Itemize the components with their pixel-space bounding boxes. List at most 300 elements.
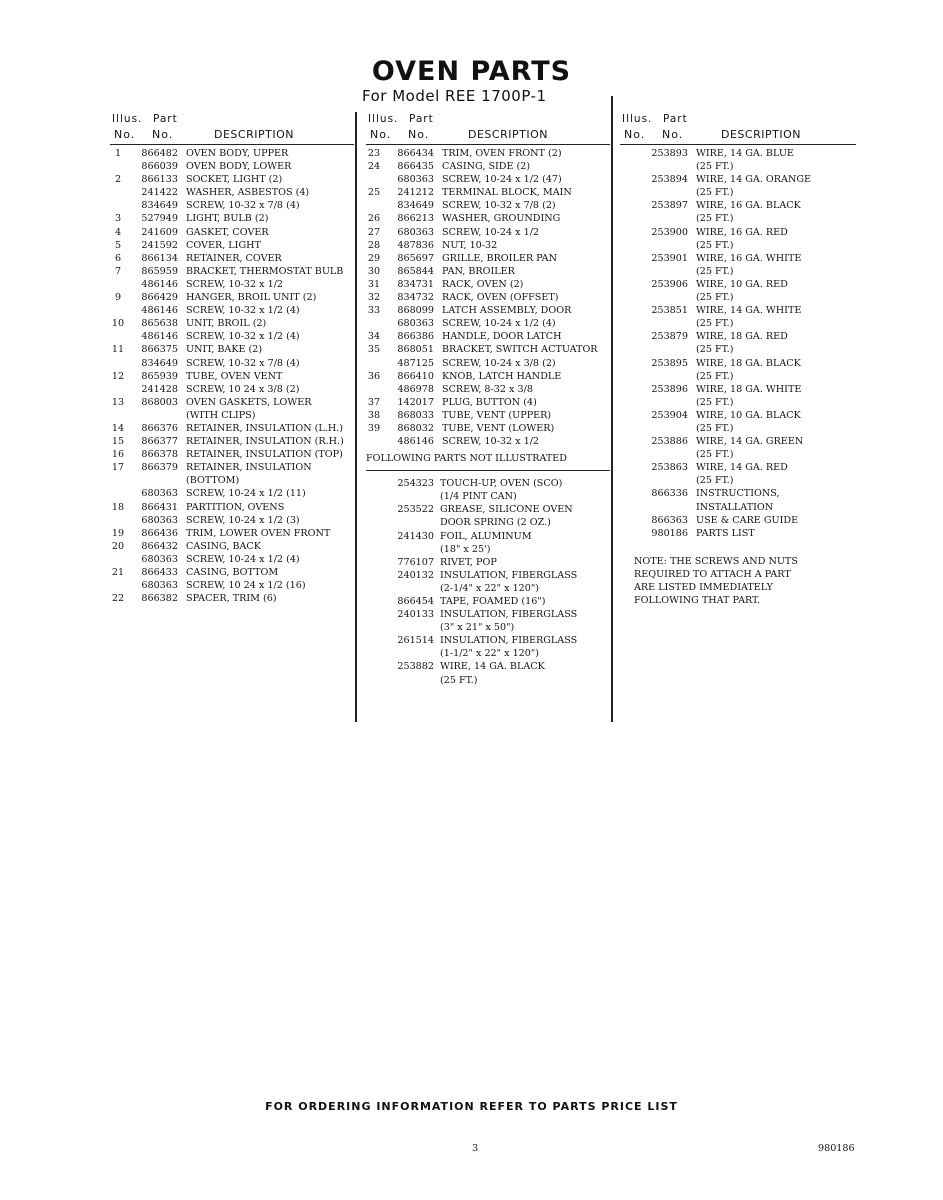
part-description: SPACER, TRIM (6) [186, 593, 277, 605]
part-number: 253896 [651, 383, 688, 395]
part-description: (25 FT.) [696, 475, 734, 487]
table-row [366, 160, 610, 173]
part-description: SCREW, 10-24 x 1/2 (4) [442, 318, 556, 330]
illus-no-label: No. [370, 128, 392, 141]
table-row [620, 147, 856, 160]
part-description: SCREW, 10-32 x 1/2 [442, 436, 540, 448]
part-description: GREASE, SILICONE OVEN [440, 504, 573, 516]
part-number: 866213 [397, 213, 434, 225]
illus-number: 15 [111, 436, 125, 448]
part-number: 487125 [397, 357, 434, 369]
part-number: 680363 [397, 174, 434, 186]
part-description: SCREW, 10-32 x 7/8 (2) [442, 200, 556, 212]
part-number: 866436 [141, 527, 178, 539]
part-description: DOOR SPRING (2 OZ.) [440, 517, 551, 529]
document-number: 980186 [818, 1143, 855, 1154]
part-description: OVEN BODY, UPPER [186, 148, 289, 159]
table-row [110, 291, 354, 304]
part-number: 866375 [141, 344, 178, 356]
part-description: CASING, BACK [186, 540, 261, 552]
parts-column-3 [620, 113, 856, 540]
part-description: WASHER, GROUNDING [442, 213, 561, 225]
illus-number: 25 [367, 187, 381, 199]
illus-number: 2 [114, 174, 122, 186]
table-row [110, 317, 354, 330]
illus-number: 31 [367, 278, 381, 290]
table-row [620, 527, 856, 540]
table-row [366, 147, 610, 160]
part-description: SCREW, 10-24 x 1/2 (4) [186, 553, 300, 565]
part-description: TAPE, FOAMED (16") [440, 596, 546, 607]
table-row [366, 647, 610, 660]
part-number: 866386 [397, 331, 434, 343]
table-row [620, 501, 856, 514]
illus-number: 26 [367, 213, 381, 225]
table-row [366, 357, 610, 370]
part-no-label: No. [408, 128, 430, 141]
table-row [620, 265, 856, 278]
illus-number: 1 [114, 148, 122, 159]
part-description: WIRE, 16 GA. BLACK [696, 200, 801, 212]
part-number: 866039 [141, 161, 178, 173]
part-number: 241592 [141, 239, 178, 251]
part-description: INSULATION, FIBERGLASS [440, 635, 578, 647]
table-row [620, 317, 856, 330]
part-number: 680363 [141, 553, 178, 565]
part-description: UNIT, BROIL (2) [186, 318, 267, 330]
part-description: (25 FT.) [696, 239, 734, 251]
part-number: 253522 [397, 504, 434, 516]
part-description: (25 FT.) [440, 674, 478, 686]
part-description: TUBE, OVEN VENT [186, 370, 283, 382]
table-row [110, 212, 354, 225]
model-subtitle: For Model REE 1700P-1 [362, 87, 547, 105]
part-description: BRACKET, THERMOSTAT BULB [186, 265, 344, 277]
part-number: 866376 [141, 422, 178, 434]
part-description: WIRE, 18 GA. BLACK [696, 357, 801, 369]
table-row [620, 409, 856, 422]
part-number: 866133 [141, 174, 178, 186]
part-number: 834732 [397, 292, 434, 304]
table-row [366, 199, 610, 212]
illus-number: 32 [367, 292, 381, 304]
part-number: 834649 [397, 200, 434, 212]
part-description: LATCH ASSEMBLY, DOOR [442, 305, 572, 317]
part-number: 866377 [141, 436, 178, 448]
illus-number: 7 [114, 265, 122, 277]
part-number: 866435 [397, 161, 434, 173]
illus-number: 38 [367, 409, 381, 421]
part-number: 486978 [397, 383, 434, 395]
part-number: 680363 [141, 514, 178, 526]
part-number: 253904 [651, 409, 688, 421]
description-label: DESCRIPTION [214, 128, 294, 141]
part-label: Part [409, 113, 434, 125]
part-description: CASING, SIDE (2) [442, 161, 531, 173]
table-row [620, 186, 856, 199]
part-description: HANDLE, DOOR LATCH [442, 331, 562, 343]
part-number: 866431 [141, 501, 178, 513]
part-description: HANGER, BROIL UNIT (2) [186, 292, 317, 304]
part-description: SCREW, 10-24 x 1/2 [442, 226, 540, 238]
part-number: 834649 [141, 200, 178, 212]
part-description: INSTALLATION [696, 501, 774, 513]
part-number: 253901 [651, 252, 688, 264]
part-number: 865959 [141, 265, 178, 277]
part-number: 866433 [141, 567, 178, 578]
illus-number: 36 [367, 370, 381, 382]
part-description: (WITH CLIPS) [186, 409, 256, 421]
table-row [620, 487, 856, 500]
part-number: 868099 [397, 305, 434, 317]
part-description: WIRE, 16 GA. WHITE [696, 252, 802, 264]
part-description: (3" x 21" x 50") [440, 622, 515, 634]
part-description: CASING, BOTTOM [186, 567, 279, 578]
table-row [620, 357, 856, 370]
illus-number: 29 [367, 252, 381, 264]
part-number: 254323 [397, 478, 434, 490]
parts-column-2 [366, 113, 610, 687]
part-description: INSULATION, FIBERGLASS [440, 609, 578, 621]
illus-number: 3 [114, 213, 122, 225]
table-row [620, 422, 856, 435]
part-number: 680363 [397, 318, 434, 330]
table-row [366, 674, 610, 687]
table-row [620, 239, 856, 252]
table-row [110, 487, 354, 500]
part-description: (25 FT.) [696, 187, 734, 199]
parts-list [620, 147, 856, 540]
table-row [620, 461, 856, 474]
part-description: SCREW, 10-24 x 1/2 (47) [442, 174, 562, 186]
table-row [366, 422, 610, 435]
part-description: PLUG, BUTTON (4) [442, 396, 537, 408]
table-row [366, 239, 610, 252]
part-description: (25 FT.) [696, 265, 734, 277]
part-description: WIRE, 14 GA. WHITE [696, 305, 802, 317]
table-row [110, 435, 354, 448]
note-line: REQUIRED TO ATTACH A PART [634, 569, 791, 580]
part-number: 866482 [141, 148, 178, 159]
table-row [620, 330, 856, 343]
part-description: TRIM, OVEN FRONT (2) [442, 148, 562, 159]
part-number: 866454 [397, 596, 434, 607]
description-label: DESCRIPTION [721, 128, 801, 141]
part-description: WIRE, 14 GA. BLACK [440, 661, 545, 673]
table-row [110, 357, 354, 370]
part-description: (25 FT.) [696, 292, 734, 304]
table-row [366, 477, 610, 490]
part-description: (18" x 25') [440, 543, 491, 555]
part-description: (25 FT.) [696, 449, 734, 461]
part-description: WIRE, 10 GA. RED [696, 278, 788, 290]
table-row [366, 435, 610, 448]
table-row [366, 370, 610, 383]
part-description: RETAINER, INSULATION [186, 462, 312, 474]
part-number: 486146 [141, 278, 178, 290]
illus-number: 39 [367, 422, 381, 434]
part-number: 487836 [397, 239, 434, 251]
table-row [620, 160, 856, 173]
table-row [366, 330, 610, 343]
table-row [366, 595, 610, 608]
part-description: WIRE, 14 GA. GREEN [696, 436, 804, 448]
part-description: SCREW, 10-32 x 7/8 (4) [186, 357, 300, 369]
table-row [110, 370, 354, 383]
table-row [620, 474, 856, 487]
part-number: 868033 [397, 409, 434, 421]
part-description: SCREW, 10 24 x 1/2 (16) [186, 580, 306, 592]
table-row [366, 278, 610, 291]
part-description: SCREW, 10-32 x 1/2 (4) [186, 305, 300, 317]
part-number: 241430 [397, 530, 434, 542]
part-number: 680363 [141, 488, 178, 500]
part-description: NUT, 10-32 [442, 239, 498, 251]
illus-no-label: No. [624, 128, 646, 141]
part-description: (1-1/2" x 22" x 120") [440, 648, 540, 660]
table-row [110, 239, 354, 252]
part-description: PAN, BROILER [442, 265, 515, 277]
part-description: SCREW, 10-24 x 1/2 (3) [186, 514, 300, 526]
part-number: 866429 [141, 292, 178, 304]
part-number: 253906 [651, 278, 688, 290]
part-description: RETAINER, COVER [186, 252, 282, 264]
screws-note [634, 555, 798, 607]
part-description: GRILLE, BROILER PAN [442, 252, 557, 264]
illus-label: Illus. [622, 113, 653, 125]
table-row [110, 396, 354, 409]
part-description: WIRE, 18 GA. RED [696, 331, 788, 343]
part-description: TERMINAL BLOCK, MAIN [442, 187, 572, 199]
part-description: SCREW, 10 24 x 3/8 (2) [186, 383, 300, 395]
part-description: SCREW, 10-32 x 1/2 (4) [186, 331, 300, 343]
table-row [110, 553, 354, 566]
part-number: 241428 [141, 383, 178, 395]
table-row [110, 252, 354, 265]
table-row [366, 226, 610, 239]
part-description: SCREW, 10-32 x 7/8 (4) [186, 200, 300, 212]
table-row [366, 543, 610, 556]
illus-number: 16 [111, 449, 125, 461]
table-row [110, 226, 354, 239]
illus-number: 10 [111, 318, 125, 330]
illus-number: 14 [111, 422, 125, 434]
part-number: 253897 [651, 200, 688, 212]
table-row [366, 530, 610, 543]
part-description: LIGHT, BULB (2) [186, 213, 269, 225]
description-label: DESCRIPTION [468, 128, 548, 141]
ordering-footer: FOR ORDERING INFORMATION REFER TO PARTS PRICE LIST [265, 1100, 678, 1113]
part-number: 868051 [397, 344, 434, 356]
part-description: (25 FT.) [696, 422, 734, 434]
part-description: SCREW, 10-24 x 1/2 (11) [186, 488, 306, 500]
table-row [110, 304, 354, 317]
illus-number: 30 [367, 265, 381, 277]
table-row [620, 278, 856, 291]
table-row [110, 579, 354, 592]
part-number: 776107 [397, 556, 434, 568]
illus-number: 18 [111, 501, 125, 513]
illus-number: 4 [114, 226, 122, 238]
table-row [366, 582, 610, 595]
part-label: Part [153, 113, 178, 125]
table-row [620, 212, 856, 225]
part-description: (2-1/4" x 22" x 120") [440, 582, 540, 594]
table-row [110, 147, 354, 160]
part-number: 866134 [141, 252, 178, 264]
table-row [366, 608, 610, 621]
part-description: TRIM, LOWER OVEN FRONT [186, 527, 331, 539]
part-number: 865697 [397, 252, 434, 264]
table-row [620, 304, 856, 317]
illus-number: 24 [367, 161, 381, 173]
part-number: 261514 [397, 635, 434, 647]
illus-number: 34 [367, 331, 381, 343]
part-description: RACK, OVEN (2) [442, 278, 524, 290]
table-row [366, 409, 610, 422]
table-row [110, 566, 354, 579]
not-illustrated-list [366, 477, 610, 687]
part-number: 866432 [141, 540, 178, 552]
table-row [366, 621, 610, 634]
illus-number: 23 [367, 148, 381, 159]
table-row [110, 514, 354, 527]
note-line: NOTE: THE SCREWS AND NUTS [634, 556, 798, 567]
column-header [620, 113, 856, 147]
part-description: (BOTTOM) [186, 475, 240, 487]
table-row [110, 199, 354, 212]
part-number: 834649 [141, 357, 178, 369]
part-number: 866410 [397, 370, 434, 382]
part-label: Part [663, 113, 688, 125]
part-number: 866434 [397, 148, 434, 159]
illus-label: Illus. [368, 113, 399, 125]
table-row [110, 330, 354, 343]
table-row [620, 383, 856, 396]
part-description: INSTRUCTIONS, [696, 488, 780, 500]
part-number: 241212 [397, 187, 434, 199]
part-description: FOIL, ALUMINUM [440, 530, 532, 542]
table-row [366, 343, 610, 356]
illus-number: 19 [111, 527, 125, 539]
part-description: (25 FT.) [696, 213, 734, 225]
table-row [110, 278, 354, 291]
part-description: BRACKET, SWITCH ACTUATOR [442, 344, 598, 356]
table-row [110, 461, 354, 474]
table-row [110, 422, 354, 435]
table-row [620, 252, 856, 265]
table-row [366, 212, 610, 225]
part-description: RETAINER, INSULATION (TOP) [186, 449, 343, 461]
part-number: 868003 [141, 396, 178, 408]
table-row [110, 186, 354, 199]
part-number: 680363 [141, 580, 178, 592]
part-number: 253895 [651, 357, 688, 369]
table-row [366, 317, 610, 330]
part-description: RETAINER, INSULATION (R.H.) [186, 436, 344, 448]
part-description: USE & CARE GUIDE [696, 514, 799, 526]
page-title: OVEN PARTS [371, 56, 572, 87]
part-number: 253893 [651, 148, 688, 159]
table-row [110, 265, 354, 278]
not-illustrated-heading: FOLLOWING PARTS NOT ILLUSTRATED [366, 452, 610, 471]
part-description: RIVET, POP [440, 556, 497, 568]
part-description: PARTITION, OVENS [186, 501, 285, 513]
part-description: OVEN GASKETS, LOWER [186, 396, 312, 408]
part-number: 253882 [397, 661, 434, 673]
part-number: 486146 [397, 436, 434, 448]
part-number: 834731 [397, 278, 434, 290]
part-description: (25 FT.) [696, 318, 734, 330]
illus-number: 5 [114, 239, 122, 251]
part-description: OVEN BODY, LOWER [186, 161, 292, 173]
illus-number: 37 [367, 396, 381, 408]
table-row [110, 527, 354, 540]
part-no-label: No. [662, 128, 684, 141]
part-number: 680363 [397, 226, 434, 238]
part-number: 253863 [651, 462, 688, 474]
part-description: COVER, LIGHT [186, 239, 261, 251]
part-description: (25 FT.) [696, 396, 734, 408]
table-row [110, 343, 354, 356]
table-row [366, 569, 610, 582]
part-number: 866336 [651, 488, 688, 500]
part-description: SCREW, 8-32 x 3/8 [442, 383, 533, 395]
table-row [366, 490, 610, 503]
part-description: SCREW, 10-32 x 1/2 [186, 278, 284, 290]
part-description: PARTS LIST [696, 527, 755, 539]
part-description: WIRE, 10 GA. BLACK [696, 409, 801, 421]
part-description: WIRE, 18 GA. WHITE [696, 383, 802, 395]
part-number: 486146 [141, 331, 178, 343]
table-row [620, 514, 856, 527]
part-description: WIRE, 14 GA. RED [696, 462, 788, 474]
illus-number: 27 [367, 226, 381, 238]
parts-column-1 [110, 113, 354, 605]
part-description: TOUCH-UP, OVEN (SCO) [440, 478, 563, 490]
illus-number: 12 [111, 370, 125, 382]
table-row [620, 396, 856, 409]
table-row [366, 186, 610, 199]
part-description: (25 FT.) [696, 344, 734, 356]
table-row [366, 396, 610, 409]
table-row [110, 160, 354, 173]
table-row [620, 226, 856, 239]
illus-number: 21 [111, 567, 125, 578]
table-row [110, 592, 354, 605]
illus-label: Illus. [112, 113, 143, 125]
illus-number: 28 [367, 239, 381, 251]
table-row [110, 173, 354, 186]
illus-number: 13 [111, 396, 125, 408]
table-row [366, 516, 610, 529]
table-row [366, 173, 610, 186]
part-number: 142017 [397, 396, 434, 408]
table-row [620, 199, 856, 212]
table-row [620, 448, 856, 461]
illus-number: 9 [114, 292, 122, 304]
table-row [366, 634, 610, 647]
part-number: 486146 [141, 305, 178, 317]
part-number: 866382 [141, 593, 178, 605]
table-row [366, 503, 610, 516]
table-row [366, 660, 610, 673]
illus-number: 35 [367, 344, 381, 356]
part-number: 253879 [651, 331, 688, 343]
part-no-label: No. [152, 128, 174, 141]
table-row [366, 252, 610, 265]
part-number: 527949 [141, 213, 178, 225]
